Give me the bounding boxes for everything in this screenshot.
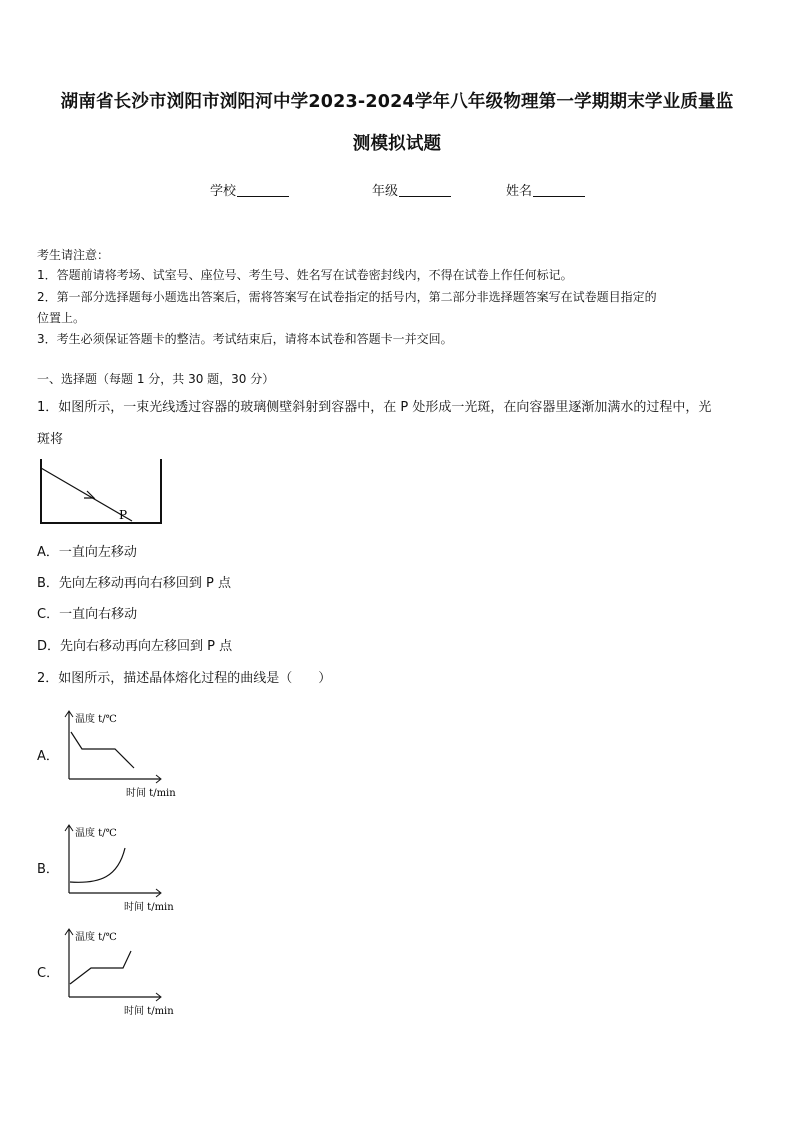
graph-b-curve — [70, 848, 125, 882]
q2-option-b-label: B． — [37, 862, 59, 877]
graph-c-curve — [70, 951, 131, 984]
q1-option-a: A．一直向左移动 — [37, 545, 137, 560]
school-blank — [237, 184, 289, 197]
question-2-stem: 2．如图所示，描述晶体熔化过程的曲线是（ ） — [37, 671, 332, 686]
school-field — [210, 180, 289, 199]
notice-item: 位置上。 — [37, 311, 86, 325]
document-title-line1: 湖南省长沙市浏阳市浏阳河中学2023-2024学年八年级物理第一学期期末学业质量监 — [60, 92, 734, 112]
graph-b — [60, 822, 185, 918]
graph-a — [60, 708, 185, 804]
section-heading: 一、选择题（每题 1 分，共 30 题，30 分） — [37, 372, 275, 386]
graph-a-xlabel: 时间 t/min — [126, 788, 176, 799]
graph-c-ylabel: 温度 t/℃ — [75, 932, 117, 943]
point-p-label: P — [119, 508, 128, 522]
grade-blank — [399, 184, 451, 197]
q1-option-d: D．先向右移动再向左移回到 P 点 — [37, 639, 233, 654]
notice-item: 1．答题前请将考场、试室号、座位号、考生号、姓名写在试卷密封线内，不得在试卷上作任何标记。 — [37, 268, 573, 282]
notice-heading: 考生请注意： — [37, 248, 110, 262]
graph-c — [60, 926, 185, 1022]
name-label: 姓名 — [506, 184, 533, 199]
grade-field — [372, 180, 451, 199]
notice-item: 3．考生必须保证答题卡的整洁。考试结束后，请将本试卷和答题卡一并交回。 — [37, 332, 453, 346]
question-1-stem-cont: 斑将 — [37, 432, 64, 447]
school-label: 学校 — [210, 184, 237, 199]
graph-b-xlabel: 时间 t/min — [124, 902, 174, 913]
grade-label: 年级 — [372, 184, 399, 199]
graph-b-ylabel: 温度 t/℃ — [75, 828, 117, 839]
graph-c-xlabel: 时间 t/min — [124, 1006, 174, 1017]
q2-option-a-label: A． — [37, 749, 59, 764]
document-title-line2: 测模拟试题 — [352, 134, 442, 154]
q1-option-c: C．一直向右移动 — [37, 607, 138, 622]
graph-a-curve — [71, 732, 134, 768]
q1-option-b: B．先向左移动再向右移回到 P 点 — [37, 576, 232, 591]
q2-option-c-label: C． — [37, 966, 60, 981]
container-outline — [41, 459, 161, 523]
question-1-stem: 1．如图所示，一束光线透过容器的玻璃侧壁斜射到容器中，在 P 处形成一光斑，在向容器里逐渐加满水的过程中，光 — [37, 400, 712, 415]
name-field — [506, 180, 585, 199]
graph-a-ylabel: 温度 t/℃ — [75, 714, 117, 725]
notice-item: 2．第一部分选择题每小题选出答案后，需将答案写在试卷指定的括号内，第二部分非选择题答案写在试卷题目指定的 — [37, 290, 657, 304]
name-blank — [533, 184, 585, 197]
container-light-figure — [36, 455, 168, 529]
